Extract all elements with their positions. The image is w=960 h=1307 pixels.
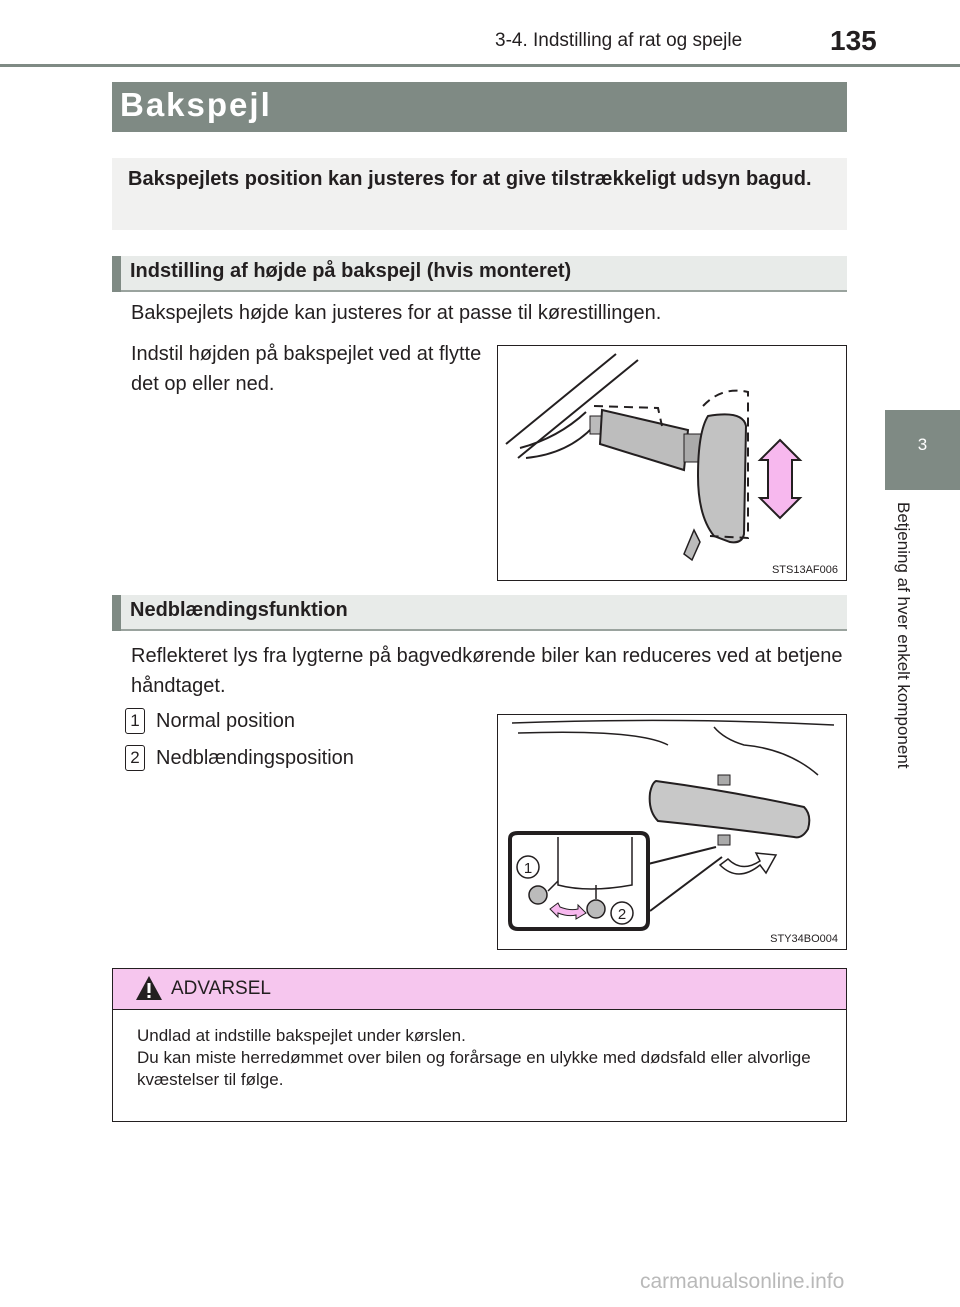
anti-glare-heading-text: Nedblændingsfunktion — [130, 599, 348, 621]
callout-label: 2 — [617, 906, 627, 923]
chapter-side-label — [885, 490, 960, 1220]
warning-line: Undlad at indstille bakspejlet under kørslen. — [137, 1026, 466, 1045]
figure-code: STY34BO004 — [770, 933, 838, 945]
callout-label: 1 — [523, 860, 533, 877]
intro-text: Bakspejlets position kan justeres for at give tilstrækkeligt udsyn bagud. — [128, 168, 812, 190]
item-antiglare-position: Nedblændingsposition — [156, 747, 354, 769]
anti-glare-figure — [497, 714, 847, 950]
anti-glare-heading — [112, 595, 847, 631]
warning-box — [112, 968, 847, 1122]
item-number-badge: 1 — [125, 708, 145, 734]
height-heading-text: Indstilling af højde på bakspejl (hvis monteret) — [130, 260, 572, 282]
watermark: carmanualsonline.info — [640, 1270, 845, 1293]
page-title-bar — [112, 82, 847, 132]
intro-box — [112, 158, 847, 230]
header-section-title: 3-4. Indstilling af rat og spejle — [495, 30, 743, 51]
chapter-number: 3 — [917, 435, 928, 454]
warning-line: Du kan miste herredømmet over bilen og forårsage en ulykke med dødsfald eller alvorlige kvæstelser til følge. — [137, 1048, 811, 1089]
page-title: Bakspejl — [120, 86, 272, 123]
page-number: 135 — [830, 25, 877, 56]
warning-title: ADVARSEL — [171, 978, 271, 999]
item-number-badge: 2 — [125, 745, 145, 771]
height-adjust-figure — [497, 345, 847, 581]
mirror-height-illustration — [498, 346, 846, 580]
header-rule — [0, 64, 960, 67]
heading-bar — [112, 256, 121, 292]
warning-header — [113, 969, 846, 1010]
warning-body — [137, 1025, 836, 1091]
height-text-2: Indstil højden på bakspejlet ved at flytte det op eller ned. — [131, 343, 482, 395]
height-section-heading — [112, 256, 847, 292]
mirror-lever-illustration — [498, 715, 846, 949]
warning-icon — [135, 975, 163, 1001]
item-normal-position: Normal position — [156, 710, 295, 732]
chapter-tab — [885, 410, 960, 490]
height-text-1: Bakspejlets højde kan justeres for at passe til kørestillingen. — [131, 302, 662, 324]
heading-bar — [112, 595, 121, 631]
figure-code: STS13AF006 — [771, 564, 838, 576]
anti-glare-text: Reflekteret lys fra lygterne på bagvedkørende biler kan reduceres ved at betjene håndtaget. — [131, 645, 843, 697]
chapter-title: Betjening af hver enkelt komponent — [894, 502, 913, 769]
